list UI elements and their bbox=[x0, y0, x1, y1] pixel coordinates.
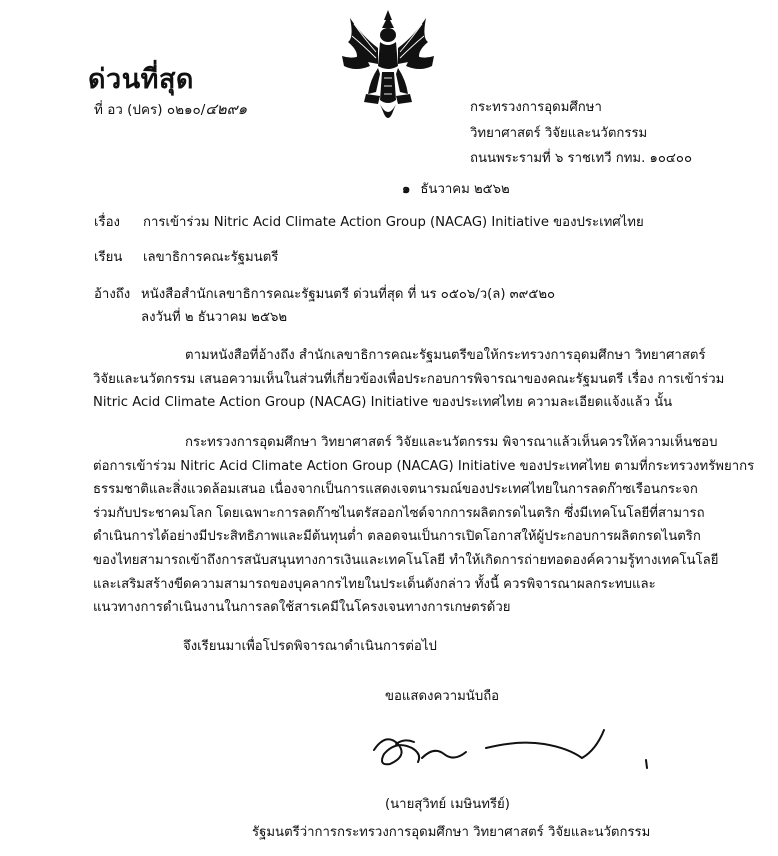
paragraph-line: ตามหนังสือที่อ้างถึง สำนักเลขาธิการคณะรัฐมนตรีขอให้กระทรวงการอุดมศึกษา วิทยาศาสตร์ bbox=[185, 348, 706, 363]
signer-name: (นายสุวิทย์ เมษินทรีย์) bbox=[385, 797, 510, 812]
paragraph-line: วิจัยและนวัตกรรม เสนอความเห็นในส่วนที่เกี่ยวข้องเพื่อประกอบการพิจารณาของคณะรัฐมนตรี เรื่อง การเข้าร่วม bbox=[93, 371, 725, 387]
document-number-prefix: ที่ อว (ปคร) ๐๒๑๐/ bbox=[94, 102, 206, 118]
subject-value: การเข้าร่วม Nitric Acid Climate Action Group (NACAG) Initiative ของประเทศไทย bbox=[143, 215, 644, 230]
paragraph-line: แนวทางการดำเนินงานในการลดใช้สารเคมีในโครงเจนทางการเกษตรด้วย bbox=[93, 600, 511, 616]
body-paragraph-2 bbox=[93, 431, 755, 620]
recipient-value: เลขาธิการคณะรัฐมนตรี bbox=[143, 250, 279, 265]
reference-line-1: หนังสือสำนักเลขาธิการคณะรัฐมนตรี ด่วนที่สุด ที่ นร ๐๕๐๖/ว(ล) ๓๙๕๒๐ bbox=[141, 287, 556, 302]
recipient-label: เรียน bbox=[94, 250, 123, 265]
paragraph-line: ร่วมกับประชาคมโลก โดยเฉพาะการลดก๊าซไนตรัสออกไซด์จากการผลิตกรดไนตริก ซึ่งมีเทคโนโลยีที่สามารถ bbox=[93, 505, 705, 521]
garuda-emblem-icon bbox=[340, 8, 436, 123]
paragraph-line: และเสริมสร้างขีดความสามารถของบุคลากรไทยในประเด็นดังกล่าว ทั้งนี้ ควรพิจารณาผลกระทบและ bbox=[93, 576, 656, 592]
document-number-handwritten: ๔๒๙๑ bbox=[205, 100, 248, 118]
reference-label: อ้างถึง bbox=[94, 287, 131, 302]
sender-line-3: ถนนพระรามที่ ๖ ราชเทวี กทม. ๑๐๔๐๐ bbox=[470, 151, 692, 166]
paragraph-line: กระทรวงการอุดมศึกษา วิทยาศาสตร์ วิจัยและนวัตกรรม พิจารณาแล้วเห็นควรให้ความเห็นชอบ bbox=[185, 435, 718, 450]
date-month-year: ธันวาคม ๒๕๖๒ bbox=[420, 182, 510, 197]
closing-request: จึงเรียนมาเพื่อโปรดพิจารณาดำเนินการต่อไป bbox=[183, 639, 437, 654]
paragraph-line: Nitric Acid Climate Action Group (NACAG) Initiative ของประเทศไทย ความละเอียดแจ้งแล้ว นั้น bbox=[93, 395, 673, 411]
date-day-handwritten: ๑ bbox=[402, 182, 411, 197]
paragraph-line: ต่อการเข้าร่วม Nitric Acid Climate Action Group (NACAG) Initiative ของประเทศไทย ตามที่กระทรวงทรัพยากร bbox=[93, 458, 755, 474]
document-number bbox=[94, 97, 247, 121]
sender-line-2: วิทยาศาสตร์ วิจัยและนวัตกรรม bbox=[470, 126, 648, 141]
letter-date bbox=[402, 178, 510, 199]
signer-title: รัฐมนตรีว่าการกระทรวงการอุดมศึกษา วิทยาศาสตร์ วิจัยและนวัตกรรม bbox=[252, 825, 651, 840]
reference-line-2: ลงวันที่ ๒ ธันวาคม ๒๕๖๒ bbox=[141, 310, 288, 325]
paragraph-line: ธรรมชาติและสิ่งแวดล้อมเสนอ เนื่องจากเป็นการแสดงเจตนารมณ์ของประเทศไทยในการลดก๊าซเรือนกระจก bbox=[93, 482, 698, 498]
closing-regards: ขอแสดงความนับถือ bbox=[385, 689, 500, 704]
body-paragraph-1 bbox=[93, 344, 743, 415]
subject-label: เรื่อง bbox=[94, 215, 120, 230]
paragraph-line: ของไทยสามารถเข้าถึงการสนับสนุนทางการเงินและเทคโนโลยี ทำให้เกิดการถ่ายทอดองค์ความรู้ทางเทคโนโลยี bbox=[93, 552, 719, 568]
urgency-heading: ด่วนที่สุด bbox=[88, 64, 194, 95]
handwritten-signature-icon bbox=[368, 718, 658, 778]
paragraph-line: ดำเนินการได้อย่างมีประสิทธิภาพและมีต้นทุนต่ำ ตลอดจนเป็นการเปิดโอกาสให้ผู้ประกอบการผลิตกรดไนตริก bbox=[93, 529, 701, 545]
sender-line-1: กระทรวงการอุดมศึกษา bbox=[470, 100, 602, 115]
